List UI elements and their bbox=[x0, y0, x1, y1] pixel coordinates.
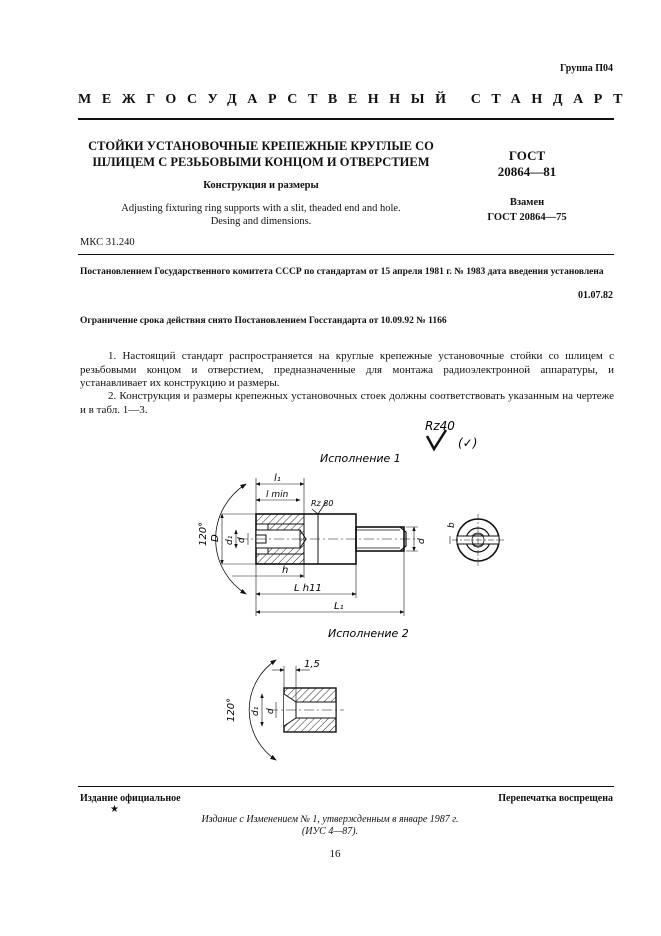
replaces-number: ГОСТ 20864—75 bbox=[487, 212, 567, 223]
dim-b: b bbox=[447, 522, 457, 528]
replaces-label: Взамен bbox=[509, 197, 545, 208]
roughness-symbol bbox=[425, 419, 477, 450]
dim-v2-1-5: 1,5 bbox=[304, 659, 320, 670]
roughness-paren: (✓) bbox=[458, 436, 478, 450]
dim-v2-d: d bbox=[266, 708, 276, 714]
standard-type-heading: МЕЖГОСУДАРСТВЕННЫЙ СТАНДАРТ bbox=[78, 92, 634, 107]
document-subtitle: Конструкция и размеры bbox=[203, 180, 319, 191]
page-number: 16 bbox=[329, 848, 341, 860]
gost-number: 20864—81 bbox=[497, 164, 557, 179]
version-2-label: Исполнение 2 bbox=[328, 627, 409, 640]
dim-d1: d₁ bbox=[225, 535, 235, 545]
paragraph-2: 2. Конструкция и размеры крепежных установочных стоек должны соответствовать указанным на чертеже и в табл. 1—3. bbox=[80, 390, 614, 416]
footer-divider bbox=[78, 786, 614, 787]
star-icon: ★ bbox=[110, 804, 119, 815]
roughness-value: Rz40 bbox=[425, 419, 455, 433]
group-code: Группа П04 bbox=[560, 63, 613, 74]
limit-text: Ограничение срока действия снято Постановлением Госстандарта от 10.09.92 № 1166 bbox=[80, 316, 447, 326]
dim-angle-120: 120° bbox=[198, 521, 209, 546]
edition-note bbox=[160, 814, 500, 838]
decree-text: Постановлением Государственного комитета СССР по стандартам от 15 апреля 1981 г. № 1983 дата введения установлена bbox=[80, 267, 604, 277]
paragraph-1: 1. Настоящий стандарт распространяется на круглые крепежные установочные стойки со шлицем с резьбовыми концом и отверстием, предназначенные для монтажа радиоэлектронной аппаратуры, и устанавливает их конструкцию и размеры. bbox=[80, 350, 614, 389]
dim-d: d bbox=[237, 537, 247, 543]
dim-v2-angle: 120° bbox=[226, 697, 237, 722]
dim-Lh11: L h11 bbox=[294, 583, 322, 594]
dim-lmin: l min bbox=[266, 490, 289, 500]
dim-v2-d1: d₁ bbox=[251, 706, 261, 716]
dim-l1: l₁ bbox=[274, 473, 281, 484]
dim-h: h bbox=[282, 565, 289, 576]
title-line-2: ШЛИЦЕМ С РЕЗЬБОВЫМИ КОНЦОМ И ОТВЕРСТИЕМ bbox=[92, 155, 430, 169]
reprint-notice: Перепечатка воспрещена bbox=[498, 793, 613, 804]
title-line-1: СТОЙКИ УСТАНОВОЧНЫЕ КРЕПЕЖНЫЕ КРУГЛЫЕ СО bbox=[88, 139, 434, 153]
edition-line-2: (ИУС 4—87). bbox=[301, 826, 359, 837]
english-title-line-2: Desing and dimensions. bbox=[210, 216, 312, 227]
official-edition: Издание официальное bbox=[80, 793, 181, 804]
version-1-label: Исполнение 1 bbox=[320, 452, 401, 465]
rz80-label: Rz 80 bbox=[311, 499, 334, 508]
version-2-drawing bbox=[226, 659, 344, 760]
english-title-line-1: Adjusting fixturing ring supports with a slit, theaded end and hole. bbox=[121, 203, 401, 214]
dim-L1: L₁ bbox=[334, 601, 344, 612]
intro-date: 01.07.82 bbox=[578, 290, 613, 301]
dim-d-right: d bbox=[417, 538, 427, 544]
edition-line-1: Издание с Изменением № 1, утвержденным в январе 1987 г. bbox=[201, 814, 459, 825]
end-view-drawing bbox=[447, 514, 504, 566]
version-1-drawing bbox=[198, 473, 427, 616]
gost-label: ГОСТ bbox=[508, 148, 546, 163]
mks-code: МКС 31.240 bbox=[80, 237, 135, 248]
dim-D: D bbox=[210, 534, 221, 542]
